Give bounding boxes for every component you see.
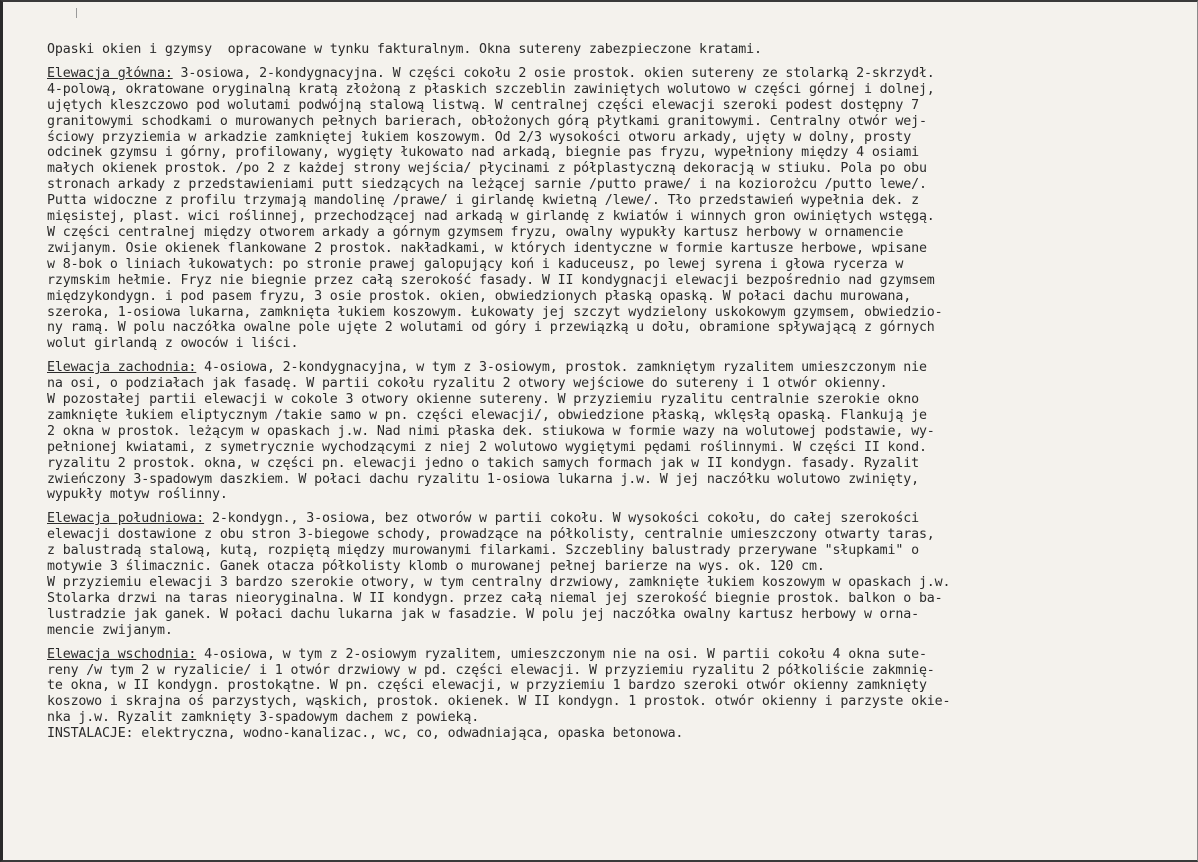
text-line: Elewacja zachodnia: 4-osiowa, 2-kondygnacyjna, w tym z 3-osiowym, prostok. zamkniętym ryzalitem umieszczonym nie xyxy=(47,360,927,376)
text-line: pełnionej kwiatami, z symetrycznie wychodzącymi z niej 2 wolutowo wygiętymi pędami roślinnymi. W części II kond. xyxy=(47,439,927,455)
text-line: W pozostałej partii elewacji w cokole 3 otwory okienne sutereny. W przyziemiu ryzalitu centralnie szerokie okno xyxy=(47,392,919,408)
text-line: stronach arkady z przedstawieniami putt siedzących na leżącej sarnie /putto prawe/ i na koziorożcu /putto lewe/. xyxy=(47,177,927,193)
section-elewacja-wschodnia xyxy=(47,647,1193,727)
text-line: ujętych kleszczowo pod wolutami podwójną stalową listwą. W centralnej części elewacji szeroki podest dostępny 7 xyxy=(47,97,919,113)
text-line: na osi, o podziałach jak fasadę. W partii cokołu ryzalitu 2 otwory wejściowe do sutereny i 1 otwór okienny. xyxy=(47,376,888,392)
text-line: ryzalitu 2 prostok. okna, w części pn. elewacji jedno o takich samych formach jak w II kondygn. fasady. Ryzalit xyxy=(47,455,919,471)
text-line: zwieńczony 3-spadowym daszkiem. W połaci dachu ryzalitu 1-osiowa lukarna j.w. W jej naczółku wolutowo zwinięty, xyxy=(47,471,919,487)
text-line: 4-polową, okratowane oryginalną kratą złożoną z płaskich szczeblin zawiniętych wolutowo w części górnej i dolnej, xyxy=(47,81,935,97)
text-line: reny /w tym 2 w ryzalicie/ i 1 otwór drzwiowy w pd. części elewacji. W przyziemiu ryzalitu 2 półkoliście zakmnię- xyxy=(47,662,935,678)
text-line: mencie zwijanym. xyxy=(47,622,173,638)
text-line: granitowymi schodkami o murowanych pełnych barierach, obłożonych górą płytkami granitowymi. Centralny otwór wej- xyxy=(47,113,927,129)
text-line: z balustradą stalową, kutą, rozpiętą między murowanymi filarkami. Szczebliny balustrady przerywane "słupkami" o xyxy=(47,543,919,559)
text-line: Stolarka drzwi na taras nieoryginalna. W II kondygn. przez całą niemal jej szerokość biegnie prostok. balkon o ba- xyxy=(47,590,943,606)
text-line: Opaski okien i gzymsy opracowane w tynku fakturalnym. Okna sutereny zabezpieczone kratami. xyxy=(47,42,762,57)
text-line: w 8-bok o liniach łukowatych: po stronie prawej galopujący koń i kaduceusz, po lewej syrena i głowa rycerza w xyxy=(47,256,904,272)
text-line: motywie 3 ślimacznic. Ganek otacza półkolisty klomb o murowanej pełnej barierze na wys. ok. 120 cm. xyxy=(47,559,825,575)
text-line: międzykondygn. i pod pasem fryzu, 3 osie prostok. okien, obwiedzionych płaską opaską. W połaci dachu murowana, xyxy=(47,288,912,304)
text-line: Elewacja główna: 3-osiowa, 2-kondygnacyjna. W części cokołu 2 osie prostok. okien sutereny ze stolarką 2-skrzydł. xyxy=(47,65,935,81)
text-line: zwijanym. Osie okienek flankowane 2 prostok. nakładkami, w których identyczne w formie kartusze herbowe, wpisane xyxy=(47,240,927,256)
text-line: szeroka, 1-osiowa lukarna, zamknięta łukiem koszowym. Łukowaty jej szczyt wydzielony uskokowym gzymsem, obwiedzio- xyxy=(47,304,943,320)
text-line: Elewacja wschodnia: 4-osiowa, w tym z 2-osiowym ryzalitem, umieszczonym nie na osi. W partii cokołu 4 okna sute- xyxy=(47,646,927,662)
section-heading: Elewacja główna: xyxy=(47,65,173,81)
text-line: wolut girlandą z owoców i liści. xyxy=(47,336,299,352)
text-line: elewacji dostawione z obu stron 3-biegowe schody, prowadzące na półkolisty, centralnie umieszczony otwarty taras, xyxy=(47,527,935,543)
text-line: W części centralnej między otworem arkady a górnym gzymsem fryzu, owalny wypukły kartusz herbowy w ornamencie xyxy=(47,224,904,240)
text-line: zamknięte łukiem eliptycznym /takie samo w pn. części elewacji/, obwiedzione płaską, wklęsłą opaską. Flankują je xyxy=(47,407,927,423)
text-line: 2 okna w prostok. leżącym w opaskach j.w. Nad nimi płaska dek. stiukowa w formie wazy na wolutowej podstawie, wy- xyxy=(47,423,935,439)
text-line: W przyziemiu elewacji 3 bardzo szerokie otwory, w tym centralny drzwiowy, zamknięte łukiem koszowym w opaskach j.w. xyxy=(47,575,951,590)
section-elewacja-zachodnia xyxy=(47,360,1193,503)
text-line: Putta widoczne z profilu trzymają mandolinę /prawe/ i girlandę kwietną /lewe/. Tło przedstawień wypełnia dek. z xyxy=(47,193,919,209)
typewritten-text xyxy=(47,42,1193,742)
text-line: te okna, w II kondygn. prostokątne. W pn. części elewacji, w przyziemiu 1 bardzo szeroki otwór okienny zamknięty xyxy=(47,678,927,694)
text-line: małych okienek prostok. /po 2 z każdej strony wejścia/ płycinami z półplastyczną dekoracją w stiuku. Pola po obu xyxy=(47,161,927,177)
corner-mark xyxy=(76,8,77,18)
section-elewacja-poludniowa xyxy=(47,511,1193,638)
text-line: lustradzie jak ganek. W połaci dachu lukarna jak w fasadzie. W polu jej naczółka owalny kartusz herbowy w orna- xyxy=(47,606,919,622)
text-line: INSTALACJE: elektryczna, wodno-kanalizac., wc, co, odwadniająca, opaska betonowa. xyxy=(47,726,684,742)
text-line: rzymskim hełmie. Fryz nie biegnie przez całą szerokość fasady. W II kondygnacji elewacji bezpośrednio nad gzymsem xyxy=(47,272,935,288)
text-line: nka j.w. Ryzalit zamknięty 3-spadowym dachem z powieką. xyxy=(47,710,480,726)
text-line: mięsistej, plast. wici roślinnej, przechodzącej nad arkadą w girlandę z kwiatów i winnych gron owiniętych wstęgą. xyxy=(47,209,935,225)
section-heading: Elewacja południowa: xyxy=(47,511,205,527)
intro-paragraph xyxy=(47,42,1193,58)
text-line: ściowy przyziemia w arkadzie zamkniętej łukiem koszowym. Od 2/3 wysokości otworu arkady, ujęty w dolny, prosty xyxy=(47,129,912,145)
section-elewacja-glowna xyxy=(47,66,1193,352)
text-line: Elewacja południowa: 2-kondygn., 3-osiowa, bez otworów w partii cokołu. W wysokości cokołu, do całej szerokości xyxy=(47,511,919,527)
section-heading: Elewacja wschodnia: xyxy=(47,646,197,662)
text-line: wypukły motyw roślinny. xyxy=(47,487,228,503)
section-instalacje xyxy=(47,726,1193,742)
text-line: koszowo i skrajna oś parzystych, wąskich, prostok. okienek. W II kondygn. 1 prostok. otwór okienny i parzyste okie- xyxy=(47,694,951,710)
text-line: odcinek gzymsu i górny, profilowany, wygięty łukowato nad arkadą, biegnie pas fryzu, wypełniony między 4 osiami xyxy=(47,145,919,161)
section-heading: Elewacja zachodnia: xyxy=(47,360,197,376)
text-line: ny ramą. W polu naczółka owalne pole ujęte 2 wolutami od góry i przewiązką u dołu, obramione spływającą z górnych xyxy=(47,320,935,336)
